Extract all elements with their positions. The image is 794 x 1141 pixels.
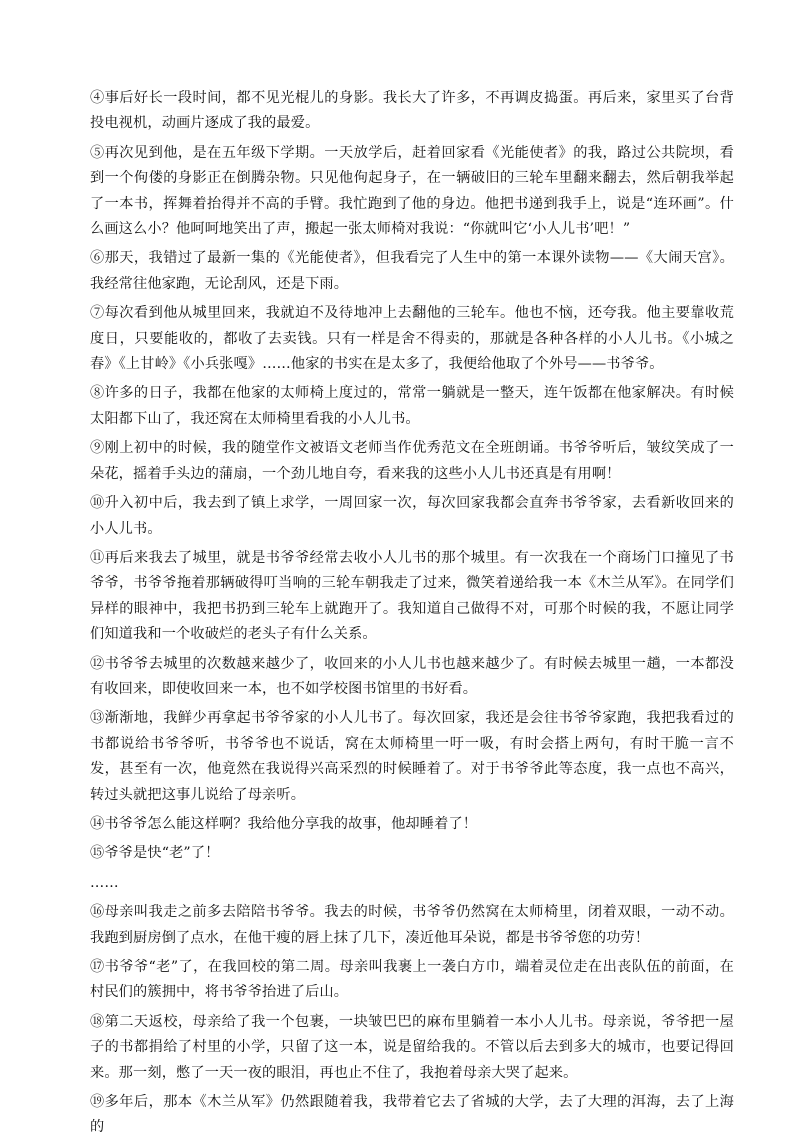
paragraph-9: ⑨刚上初中的时候，我的随堂作文被语文老师当作优秀范文在全班朗诵。书爷爷听后，皱纹笑成了一朵花，摇着手头边的蒲扇，一个劲儿地自夸，看来我的这些小人儿书还真是有用啊！ [90,440,734,482]
paragraph-13: ⑬渐渐地，我鲜少再拿起书爷爷家的小人儿书了。每次回家，我还是会往书爷爷家跑，我把我看过的书都说给书爷爷听，书爷爷也不说话，窝在太师椅里一吁一吸，有时会搭上两句，有时干脆一言不发，甚至有一次，他竟然在我说得兴高采烈的时候睡着了。对于书爷爷此等态度，我一点也不高兴，转过头就把这事儿说给了母亲听。 [90,710,734,803]
paragraph-18: ⑱第二天返校，母亲给了我一个包裹，一块皱巴巴的麻布里躺着一本小人儿书。母亲说，爷爷把一屋子的书都捐给了村里的小学，只留了这一本，说是留给我的。不管以后去到多大的城市，也要记得回来。那一刻，憋了一天一夜的眼泪，再也止不住了，我抱着母亲大哭了起来。 [90,1013,734,1081]
paragraph-12: ⑫书爷爷去城里的次数越来越少了，收回来的小人儿书也越来越少了。有时候去城里一趟，一本都没有收回来，即使收回来一本，也不如学校图书馆里的书好看。 [90,655,734,697]
paragraph-7: ⑦每次看到他从城里回来，我就迫不及待地冲上去翻他的三轮车。他也不恼，还夸我。他主要靠收荒度日，只要能收的，都收了去卖钱。只有一样是舍不得卖的，那就是各种各样的小人儿书。《小城之春》《上甘岭》《小兵张嘎》……他家的书实在是太多了，我便给他取了个外号——书爷爷。 [90,305,734,373]
paragraph-15: ⑮爷爷是快“老”了！ [90,845,220,862]
paragraph-8: ⑧许多的日子，我都在他家的太师椅上度过的，常常一躺就是一整天，连午饭都在他家解决。有时候太阳都下山了，我还窝在太师椅里看我的小人儿书。 [90,385,734,427]
paragraph-6: ⑥那天，我错过了最新一集的《光能使者》，但我看完了人生中的第一本课外读物——《大闹天宫》。我经常往他家跑，无论刮风，还是下雨。 [90,250,734,292]
paragraph-16: ⑯母亲叫我走之前多去陪陪书爷爷。我去的时候，书爷爷仍然窝在太师椅里，闭着双眼，一动不动。我跑到厨房倒了点水，在他干瘦的唇上抹了几下，凑近他耳朵说，都是书爷爷您的功劳！ [90,904,734,946]
paragraph-17: ⑰书爷爷“老”了，在我回校的第二周。母亲叫我裹上一袭白方巾，端着灵位走在出丧队伍的前面，在村民们的簇拥中，将书爷爷抬进了后山。 [90,959,734,1001]
paragraph-5: ⑤再次见到他，是在五年级下学期。一天放学后，赶着回家看《光能使者》的我，路过公共院坝，看到一个佝偻的身影正在倒腾杂物。只见他佝起身子，在一辆破旧的三轮车里翻来翻去，然后朝我举起了一本书，挥舞着抬得并不高的手臂。我忙跑到了他的身边。他把书递到我手上，说是“连环画”。什么画这么小？他呵呵地笑出了声，搬起一张太师椅对我说：“你就叫它‘小人儿书’吧！” [90,144,734,238]
paragraph-4: ④事后好长一段时间，都不见光棍儿的身影。我长大了许多，不再调皮捣蛋。再后来，家里买了台背投电视机，动画片逐成了我的最爱。 [90,90,734,132]
paragraph-11: ⑪再后来我去了城里，就是书爷爷经常去收小人儿书的那个城里。有一次我在一个商场门口撞见了书爷爷，书爷爷拖着那辆破得叮当响的三轮车朝我走了过来，微笑着递给我一本《木兰从军》。在同学们异样的眼神中，我把书扔到三轮车上就跑开了。我知道自己做得不对，可那个时候的我，不愿让同学们知道我和一个收破烂的老头子有什么关系。 [90,549,734,643]
ellipsis-line: …… [90,874,119,891]
paragraph-10: ⑩升入初中后，我去到了镇上求学，一周回家一次，每次回家我都会直奔书爷爷家，去看新收回来的小人儿书。 [90,495,734,537]
paragraph-14: ⑭书爷爷怎么能这样啊？我给他分享我的故事，他却睡着了！ [90,815,478,832]
paragraph-19: ⑲多年后，那本《木兰从军》仍然跟随着我，我带着它去了省城的大学，去了大理的洱海，去了上海的 [90,1094,734,1136]
